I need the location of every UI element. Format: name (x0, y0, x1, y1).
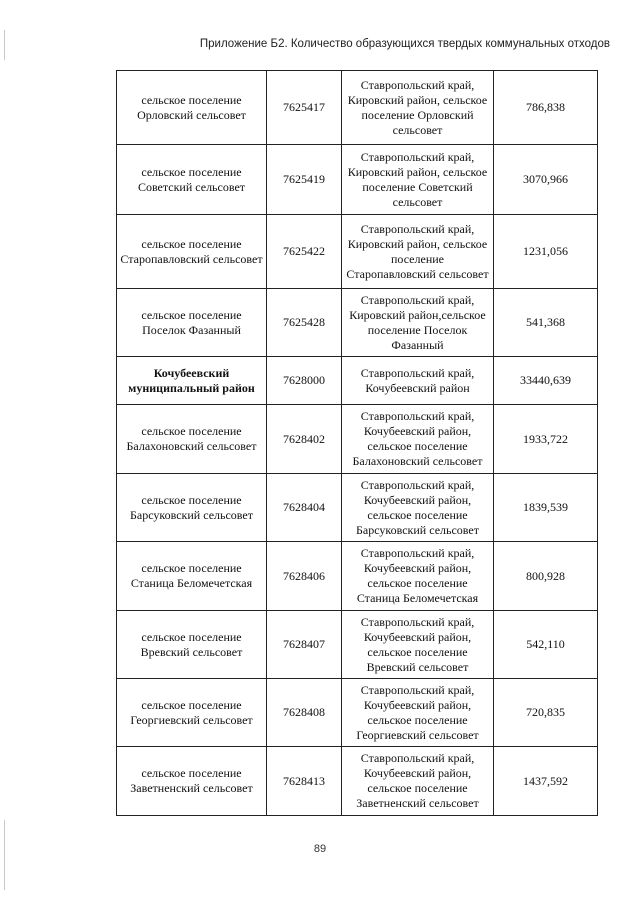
cell-location: Ставропольский край, Кировский район,сельское поселение Поселок Фазанный (342, 289, 494, 357)
cell-location: Ставропольский край, Кировский район, сельское поселение Советский сельсовет (342, 145, 494, 215)
cell-value: 720,835 (494, 679, 598, 747)
cell-code: 7628413 (267, 747, 342, 816)
cell-location: Ставропольский край, Кочубеевский район (342, 357, 494, 405)
cell-value: 541,368 (494, 289, 598, 357)
cell-district-name: Кочубеевский муниципальный район (117, 357, 267, 405)
cell-value: 542,110 (494, 611, 598, 679)
cell-settlement: сельское поселение Балахоновский сельсовет (117, 405, 267, 474)
cell-value: 33440,639 (494, 357, 598, 405)
cell-settlement: сельское поселение Барсуковский сельсовет (117, 474, 267, 542)
table-row (117, 542, 598, 611)
cell-settlement: сельское поселение Поселок Фазанный (117, 289, 267, 357)
scan-edge-bottom (4, 820, 5, 890)
cell-location: Ставропольский край, Кочубеевский район, сельское поселение Барсуковский сельсовет (342, 474, 494, 542)
cell-location: Ставропольский край, Кочубеевский район, сельское поселение Вревский сельсовет (342, 611, 494, 679)
cell-value: 1437,592 (494, 747, 598, 816)
table-row (117, 679, 598, 747)
waste-table (116, 70, 598, 816)
cell-code: 7625419 (267, 145, 342, 215)
cell-value: 786,838 (494, 71, 598, 145)
cell-settlement: сельское поселение Станица Беломечетская (117, 542, 267, 611)
table-row (117, 747, 598, 816)
table-row (117, 71, 598, 145)
cell-settlement: сельское поселение Советский сельсовет (117, 145, 267, 215)
table-row (117, 405, 598, 474)
cell-code: 7628402 (267, 405, 342, 474)
table-row (117, 289, 598, 357)
cell-location: Ставропольский край, Кочубеевский район, сельское поселение Георгиевский сельсовет (342, 679, 494, 747)
cell-value: 1231,056 (494, 215, 598, 289)
page-number: 89 (313, 843, 327, 855)
cell-location: Ставропольский край, Кировский район, сельское поселение Старопавловский сельсовет (342, 215, 494, 289)
table-row (117, 215, 598, 289)
cell-code: 7628408 (267, 679, 342, 747)
cell-settlement: сельское поселение Заветненский сельсовет (117, 747, 267, 816)
cell-code: 7628407 (267, 611, 342, 679)
table-row (117, 474, 598, 542)
cell-value: 1839,539 (494, 474, 598, 542)
cell-value: 800,928 (494, 542, 598, 611)
cell-location: Ставропольский край, Кочубеевский район, сельское поселение Балахоновский сельсовет (342, 405, 494, 474)
table-row (117, 145, 598, 215)
table-row (117, 611, 598, 679)
cell-value: 1933,722 (494, 405, 598, 474)
cell-code: 7628000 (267, 357, 342, 405)
cell-location: Ставропольский край, Кочубеевский район, сельское поселение Заветненский сельсовет (342, 747, 494, 816)
cell-settlement: сельское поселение Георгиевский сельсовет (117, 679, 267, 747)
cell-code: 7625428 (267, 289, 342, 357)
table-row-district (117, 357, 598, 405)
cell-code: 7625417 (267, 71, 342, 145)
cell-location: Ставропольский край, Кировский район, сельское поселение Орловский сельсовет (342, 71, 494, 145)
cell-code: 7628406 (267, 542, 342, 611)
cell-settlement: сельское поселение Вревский сельсовет (117, 611, 267, 679)
cell-location: Ставропольский край, Кочубеевский район, сельское поселение Станица Беломечетская (342, 542, 494, 611)
cell-value: 3070,966 (494, 145, 598, 215)
cell-code: 7625422 (267, 215, 342, 289)
cell-settlement: сельское поселение Орловский сельсовет (117, 71, 267, 145)
cell-code: 7628404 (267, 474, 342, 542)
cell-settlement: сельское поселение Старопавловский сельсовет (117, 215, 267, 289)
page-header: Приложение Б2. Количество образующихся твердых коммунальных отходов (199, 38, 610, 50)
